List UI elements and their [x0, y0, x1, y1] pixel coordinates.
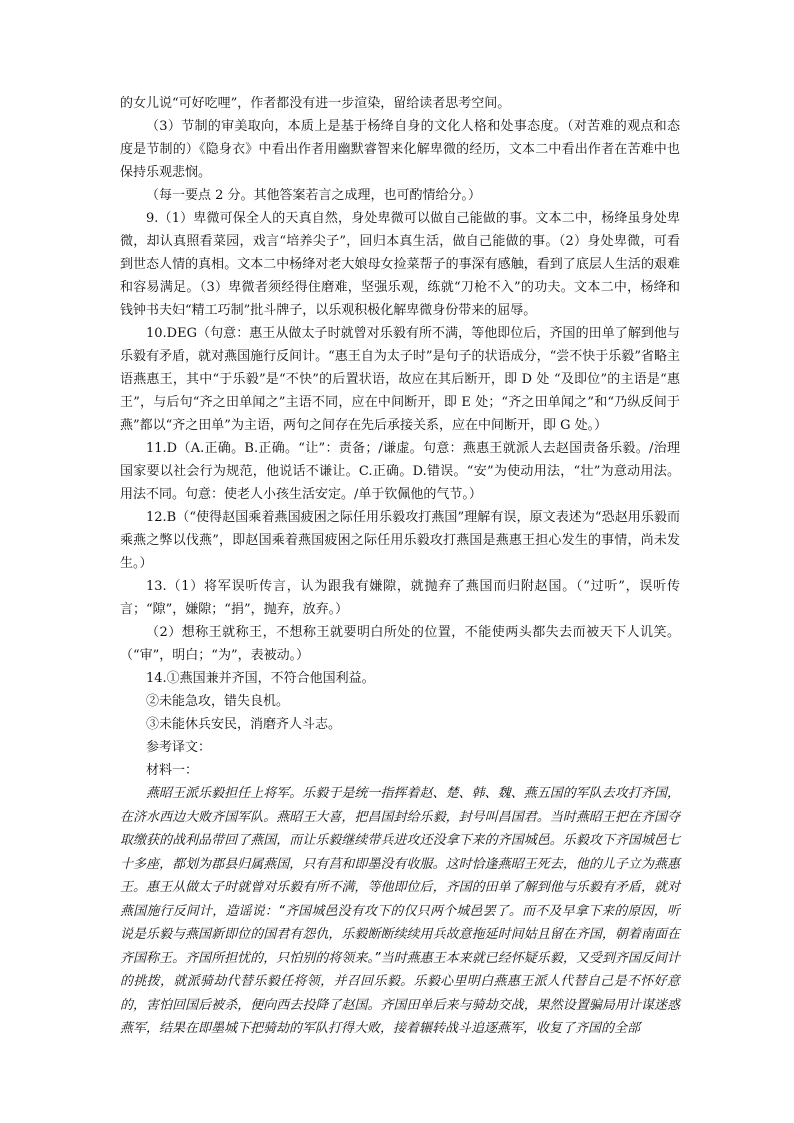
paragraph-scoring-note: （每一要点 2 分。其他答案若言之成理，也可酌情给分。）	[146, 188, 482, 203]
answer-10: 10.DEG（句意：惠王从做太子时就曾对乐毅有所不满，等他即位后，齐国的田单了解到他与乐毅有矛盾，就对燕国施行反间计。“惠王自为太子时”是句子的状语成分，“尝不快于乐毅”省略主语燕惠王，其中“于乐毅”是“不快”的后置状语，故应在其后断开，即 D 处 “及即位”的主语是“惠王”，与后句“齐之田单闻之”主语不同，应在中间断开，即 E 处；“齐之田单闻之”和“乃纵反间于燕”都以“齐之田单”为主语，两句之间存在先后承接关系，应在中间断开，即 G 处。）	[120, 326, 680, 433]
paragraph-point-3: （3）节制的审美取向，本质上是基于杨绛自身的文化人格和处事态度。（对苦难的观点和态度是节制的）《隐身衣》中看出作者用幽默睿智来化解卑微的经历，文本二中看出作者在苦难中也保持乐观悲悯。	[120, 119, 680, 180]
material-one-heading: 材料一：	[146, 763, 199, 778]
translation-paragraph: 燕昭王派乐毅担任上将军。乐毅于是统一指挥着赵、楚、韩、魏、燕五国的军队去攻打齐国，在济水西边大败齐国军队。燕昭王大喜，把昌国封给乐毅，封号叫昌国君。当时燕昭王把在齐国夺取缴获的战利品带回了燕国，而让乐毅继续带兵进攻还没拿下来的齐国城邑。乐毅攻下齐国城邑七十多座，都划为郡县归属燕国，只有莒和即墨没有收服。这时恰逢燕昭王死去，他的儿子立为燕惠王。惠王从做太子时就曾对乐毅有所不满，等他即位后，齐国的田单了解到他与乐毅有矛盾，就对燕国施行反间计，造谣说：“齐国城邑没有攻下的仅只两个城邑罢了。而不及早拿下来的原因，听说是乐毅与燕国新即位的国君有怨仇，乐毅断断续续用兵故意拖延时间姑且留在齐国，朝着南面在齐国称王。齐国所担忧的，只怕别的将领来。”当时燕惠王本来就已经怀疑乐毅，又受到齐国反间计的挑拨，就派骑劫代替乐毅任将领，并召回乐毅。乐毅心里明白燕惠王派人代替自己是不怀好意的，害怕回国后被杀，便向西去投降了赵国。齐国田单后来与骑劫交战，果然设置骗局用计谋迷惑燕军，结果在即墨城下把骑劫的军队打得大败，接着辗转战斗追逐燕军，收复了齐国的全部	[120, 786, 680, 1036]
answer-13-part-2: （2）想称王就称王，不想称王就要明白所处的位置，不能使两头都失去而被天下人讥笑。（“审”，明白；“为”，表被动。）	[120, 625, 680, 663]
paragraph-continuation: 的女儿说“可好吃哩”，作者都没有进一步渲染，留给读者思考空间。	[120, 96, 511, 111]
reference-translation-heading: 参考译文：	[146, 740, 212, 755]
answer-9: 9.（1）卑微可保全人的天真自然，身处卑微可以做自己能做的事。文本二中，杨绛虽身处卑微，却认真照看菜园，戏言“培养尖子”，回归本真生活，做自己能做的事。（2）身处卑微，可看到世态人情的真相。文本二中杨绛对老大娘母女捡菜帮子的事深有感触，看到了底层人生活的艰难和容易满足。（3）卑微者须经得住磨难，坚强乐观，练就“刀枪不入”的功夫。文本二中，杨绛和钱钟书夫妇“精工巧制”批斗牌子，以乐观积极化解卑微身份带来的屈辱。	[120, 211, 680, 318]
answer-11: 11.D（A.正确。B.正确。“让”：责备；/谦虚。句意：燕惠王就派人去赵国责备乐毅。/治理国家要以社会行为规范，他说话不谦让。C.正确。D.错误。“安”为使动用法，“壮”为意动用法。用法不同。句意：使老人小孩生活安定。/单于钦佩他的气节。）	[120, 441, 680, 502]
answer-12: 12.B（“使得赵国乘着燕国疲困之际任用乐毅攻打燕国”理解有误，原文表述为“恐赵用乐毅而乘燕之弊以伐燕”，即赵国乘着燕国疲困之际任用乐毅攻打燕国是燕惠王担心发生的事情，尚未发生。）	[120, 510, 680, 571]
answer-13-part-1: 13.（1）将军误听传言，认为跟我有嫌隙，就抛弃了燕国而归附赵国。（“过听”，误听传言；“隙”，嫌隙；“捐”，抛弃，放弃。）	[120, 579, 680, 617]
answer-14-item-2: ②未能急攻，错失良机。	[146, 694, 290, 709]
document-page	[120, 92, 680, 1041]
answer-14-item-3: ③未能休兵安民，消磨齐人斗志。	[146, 717, 342, 732]
answer-14-item-1: 14.①燕国兼并齐国，不符合他国利益。	[146, 671, 375, 686]
